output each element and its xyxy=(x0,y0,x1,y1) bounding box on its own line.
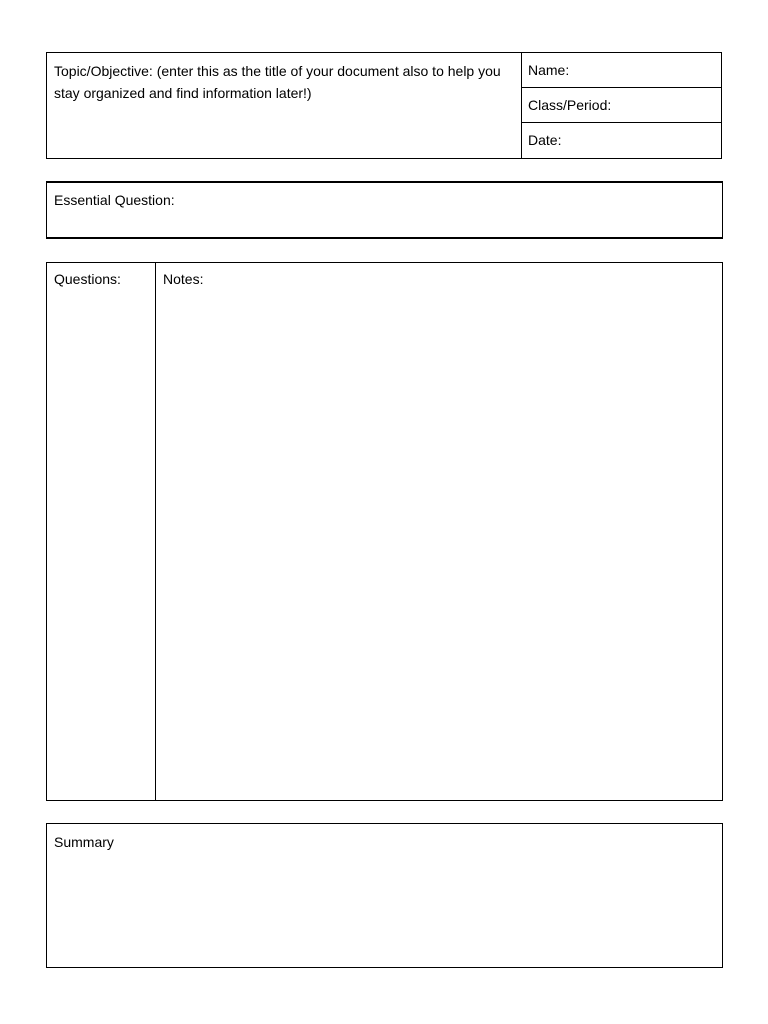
essential-question-field[interactable] xyxy=(46,181,723,239)
essential-question-label: Essential Question: xyxy=(54,192,175,208)
date-label: Date: xyxy=(528,132,562,148)
student-info-column xyxy=(522,53,721,158)
name-field[interactable] xyxy=(522,53,721,88)
class-period-label: Class/Period: xyxy=(528,97,612,113)
topic-objective-field[interactable] xyxy=(47,53,522,158)
notes-label: Notes: xyxy=(163,271,204,287)
name-label: Name: xyxy=(528,62,570,78)
questions-column[interactable] xyxy=(47,263,156,800)
topic-objective-label: Topic/Objective: (enter this as the title of your document also to help you stay organized and find information later!) xyxy=(54,63,505,101)
summary-label: Summary xyxy=(54,834,114,850)
header-table xyxy=(46,52,722,159)
summary-field[interactable] xyxy=(46,823,723,968)
date-field[interactable] xyxy=(522,123,721,158)
class-period-field[interactable] xyxy=(522,88,721,123)
notes-column[interactable] xyxy=(156,263,722,800)
cornell-notes-table xyxy=(46,262,723,801)
questions-label: Questions: xyxy=(54,271,121,287)
